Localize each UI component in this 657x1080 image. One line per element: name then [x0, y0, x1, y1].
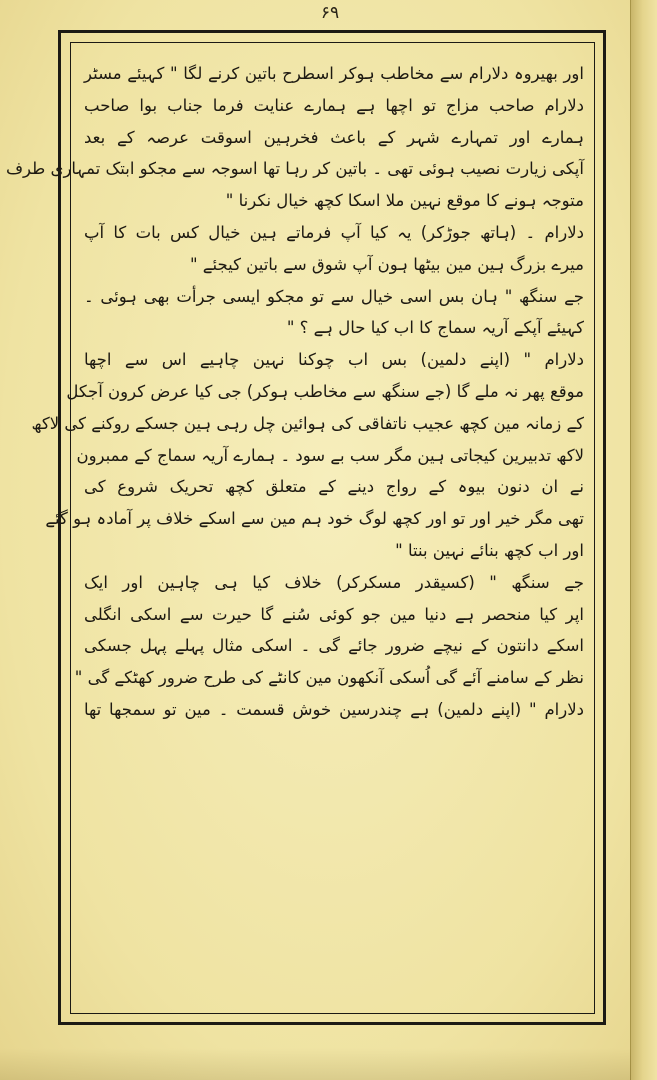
text-line: اور اب کچھ بنائے نہین بنتا " [395, 540, 584, 560]
book-spine-edge [630, 0, 657, 1080]
text-line: تھی مگر خیر اور تو اور کچھ لوگ خود ہم مین سے اسکے خلاف پر آمادہ ہو گئے [45, 509, 584, 529]
text-line: نظر کے سامنے آئے گی اُسکی آنکھون مین کانٹے کی طرح ضرور کھٹکے گی " [74, 668, 584, 688]
text-line: دلارام صاحب مزاج تو اچھا ہے ہمارے عنایت فرما جناب بوا صاحب [84, 95, 584, 115]
text-line: اپر کیا منحصر ہے دنیا مین جو کوئی سُنے گا حیرت سے اسکی انگلی [84, 604, 584, 624]
text-line: متوجہ ہونے کا موقع نہین ملا اسکا کچھ خیال نکرنا " [225, 191, 584, 211]
page-number: ۶۹ [320, 3, 340, 23]
text-line: نے ان دنون بیوہ کے رواج دینے کے متعلق کچھ تحریک شروع کی [84, 477, 584, 497]
text-line: اسکے دانتون کے نیچے ضرور جائے گی ۔ اسکی مثال پہلے پہل جسکی [84, 636, 584, 656]
text-line: کہیئے آپکے آریہ سماج کا اب کیا حال ہے ؟ " [286, 318, 584, 338]
text-line: ہمارے اور تمہارے شہر کے باعث فخرہین اسوقت عرصہ کے بعد [84, 127, 584, 147]
text-line: آپکی زیارت نصیب ہوئی تھی ۔ باتین کر رہا تھا اسوجہ سے مجکو ابتک تمہاری طرف [5, 159, 584, 179]
text-line: دلارام ۔ (ہاتھ جوڑکر) یہ کیا آپ فرماتے ہین خیال کس بات کا آپ [84, 222, 584, 242]
text-line: جے سنگھ " (کسیقدر مسکرکر) خلاف کیا ہی چاہین اور ایک [84, 572, 584, 592]
text-line: اور بھیروہ دلارام سے مخاطب ہوکر اسطرح باتین کرنے لگا " کہیئے مسٹر [84, 64, 584, 83]
page-bottom-shadow [0, 1048, 631, 1080]
text-line: دلارام " (اپنے دلمین) ہے چندرسین خوش قسمت ۔ مین تو سمجھا تھا [84, 699, 584, 719]
text-line: میرے بزرگ ہین مین بیٹھا ہون آپ شوق سے باتین کیجئے " [189, 254, 584, 274]
text-line: جے سنگھ " ہان بس اسی خیال سے تو مجکو ایسی جرأت بھی ہوئی ۔ [84, 286, 584, 306]
text-line: دلارام " (اپنے دلمین) بس اب چوکنا نہین چاہیے اس سے اچھا [84, 350, 584, 370]
text-line: موقع پھر نہ ملے گا (جے سنگھ سے مخاطب ہوکر) جی کیا عرض کرون آجکل [66, 381, 584, 401]
urdu-text-body [5, 58, 584, 1003]
text-line: لاکھ تدبیرین کیجاتی ہین مگر سب بے سود ۔ ہمارے آریہ سماج کے ممبرون [76, 445, 584, 465]
text-line: کے زمانہ مین کچھ عجیب ناتفاقی کی ہوائین چل رہی ہین جسکے روکنے کی لاکھ [31, 413, 584, 433]
